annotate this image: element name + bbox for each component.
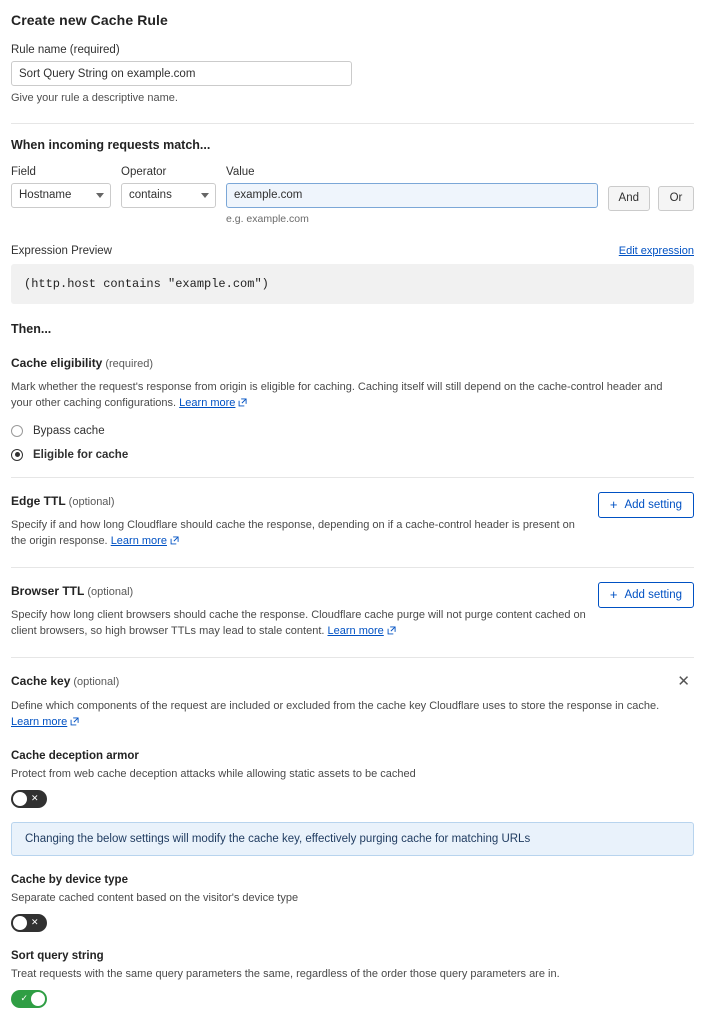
close-icon[interactable]: ✕ bbox=[677, 672, 690, 690]
cache-by-device-type-group bbox=[11, 874, 694, 932]
divider bbox=[11, 477, 694, 478]
operator-column bbox=[121, 166, 216, 208]
divider bbox=[11, 123, 694, 124]
radio-bypass-cache[interactable] bbox=[11, 425, 694, 437]
edge-ttl-optional: (optional) bbox=[68, 495, 115, 508]
field-column bbox=[11, 166, 111, 208]
browser-ttl-heading-row bbox=[11, 582, 586, 600]
cache-key-optional: (optional) bbox=[73, 675, 120, 688]
cache-eligibility-description-text: Mark whether the request's response from origin is eligible for caching. Caching itself will still depend on the cache-control header and your other caching configurations. bbox=[11, 380, 663, 410]
browser-ttl-section bbox=[11, 582, 694, 641]
edge-ttl-add-setting-button[interactable] bbox=[598, 492, 694, 518]
edge-ttl-heading-row bbox=[11, 492, 586, 510]
chevron-down-icon bbox=[201, 193, 209, 198]
operator-select[interactable] bbox=[121, 183, 216, 208]
cache-eligibility-heading: Cache eligibility bbox=[11, 355, 103, 370]
browser-ttl-optional: (optional) bbox=[87, 585, 134, 598]
sort-query-string-group bbox=[11, 950, 694, 1008]
cache-key-section bbox=[11, 672, 694, 1008]
and-button[interactable]: And bbox=[608, 186, 650, 211]
radio-eligible-for-cache[interactable] bbox=[11, 449, 694, 461]
browser-ttl-add-setting-button[interactable] bbox=[598, 582, 694, 608]
value-label: Value bbox=[226, 165, 255, 178]
edge-ttl-heading: Edge TTL bbox=[11, 493, 66, 508]
cache-key-header bbox=[11, 672, 694, 691]
cache-key-notice: Changing the below settings will modify the cache key, effectively purging cache for matching URLs bbox=[11, 822, 694, 856]
rule-name-input[interactable] bbox=[11, 61, 352, 86]
rule-name-group bbox=[11, 44, 694, 107]
match-row bbox=[11, 166, 694, 225]
cache-by-device-type-toggle[interactable] bbox=[11, 914, 47, 932]
cache-deception-armor-group bbox=[11, 750, 694, 808]
expression-header bbox=[11, 245, 694, 257]
cache-deception-armor-toggle[interactable] bbox=[11, 790, 47, 808]
cache-key-heading-row bbox=[11, 672, 119, 690]
cache-key-description bbox=[11, 698, 683, 732]
browser-ttl-description-text: Specify how long client browsers should cache the response. Cloudflare cache purge will not purge content cached on client browsers, so high browser TTLs may lead to stale content. bbox=[11, 608, 586, 638]
then-heading: Then... bbox=[11, 321, 52, 336]
operator-label: Operator bbox=[121, 165, 167, 178]
or-button[interactable]: Or bbox=[658, 186, 694, 211]
cache-eligibility-description bbox=[11, 379, 683, 413]
logic-buttons bbox=[608, 166, 694, 211]
cache-by-device-type-heading: Cache by device type bbox=[11, 873, 128, 886]
chevron-down-icon bbox=[96, 193, 104, 198]
cache-key-learn-more-link[interactable]: Learn more bbox=[11, 716, 68, 729]
edit-expression-link[interactable]: Edit expression bbox=[618, 244, 694, 257]
radio-bypass-cache-label: Bypass cache bbox=[33, 424, 105, 437]
expression-preview-code: (http.host contains "example.com") bbox=[11, 264, 694, 304]
cache-key-heading: Cache key bbox=[11, 673, 71, 688]
edge-ttl-add-setting-label: Add setting bbox=[624, 498, 682, 511]
toggle-mark: ✕ bbox=[31, 917, 39, 928]
edge-ttl-section bbox=[11, 492, 694, 551]
edge-ttl-description bbox=[11, 517, 586, 551]
page-title: Create new Cache Rule bbox=[11, 12, 168, 28]
divider bbox=[11, 657, 694, 658]
divider bbox=[11, 567, 694, 568]
value-helper: e.g. example.com bbox=[226, 212, 309, 225]
external-link-icon bbox=[238, 396, 247, 413]
cache-deception-armor-description: Protect from web cache deception attacks while allowing static assets to be cached bbox=[11, 767, 416, 780]
match-heading: When incoming requests match... bbox=[11, 137, 211, 152]
cache-eligibility-heading-row bbox=[11, 354, 694, 372]
external-link-icon bbox=[387, 624, 396, 641]
field-select-value: Hostname bbox=[11, 183, 111, 208]
toggle-mark: ✓ bbox=[20, 993, 28, 1004]
cache-deception-armor-heading: Cache deception armor bbox=[11, 749, 139, 762]
expression-label: Expression Preview bbox=[11, 244, 112, 257]
edge-ttl-left bbox=[11, 492, 586, 551]
plus-icon: + bbox=[609, 497, 618, 513]
cache-eligibility-learn-more-link[interactable]: Learn more bbox=[179, 397, 236, 410]
toggle-knob bbox=[31, 992, 45, 1006]
sort-query-string-description: Treat requests with the same query parameters the same, regardless of the order those query parameters are in. bbox=[11, 967, 560, 980]
radio-icon bbox=[11, 449, 23, 461]
rule-name-helper: Give your rule a descriptive name. bbox=[11, 92, 178, 104]
sort-query-string-toggle[interactable] bbox=[11, 990, 47, 1008]
field-select[interactable] bbox=[11, 183, 111, 208]
browser-ttl-description bbox=[11, 607, 586, 641]
sort-query-string-heading: Sort query string bbox=[11, 949, 104, 962]
plus-icon: + bbox=[609, 587, 618, 603]
browser-ttl-add-setting-label: Add setting bbox=[624, 588, 682, 601]
cache-eligibility-section bbox=[11, 354, 694, 461]
value-column bbox=[226, 166, 598, 225]
external-link-icon bbox=[170, 534, 179, 551]
browser-ttl-left bbox=[11, 582, 586, 641]
radio-eligible-for-cache-label: Eligible for cache bbox=[33, 448, 129, 461]
radio-icon bbox=[11, 425, 23, 437]
cache-by-device-type-description: Separate cached content based on the visitor's device type bbox=[11, 891, 299, 904]
toggle-knob bbox=[13, 792, 27, 806]
browser-ttl-learn-more-link[interactable]: Learn more bbox=[327, 625, 384, 638]
cache-eligibility-required: (required) bbox=[105, 357, 154, 370]
browser-ttl-heading: Browser TTL bbox=[11, 583, 85, 598]
toggle-knob bbox=[13, 916, 27, 930]
value-input[interactable] bbox=[226, 183, 598, 208]
field-label: Field bbox=[11, 165, 36, 178]
edge-ttl-description-text: Specify if and how long Cloudflare should cache the response, depending on if a cache-control header is present on the origin response. bbox=[11, 518, 575, 548]
rule-name-label: Rule name (required) bbox=[11, 44, 120, 56]
external-link-icon bbox=[70, 715, 79, 732]
cache-key-description-text: Define which components of the request are included or excluded from the cache key Cloudflare uses to store the response in cache. bbox=[11, 699, 660, 712]
toggle-mark: ✕ bbox=[31, 793, 39, 804]
operator-select-value: contains bbox=[121, 183, 216, 208]
edge-ttl-learn-more-link[interactable]: Learn more bbox=[110, 535, 167, 548]
